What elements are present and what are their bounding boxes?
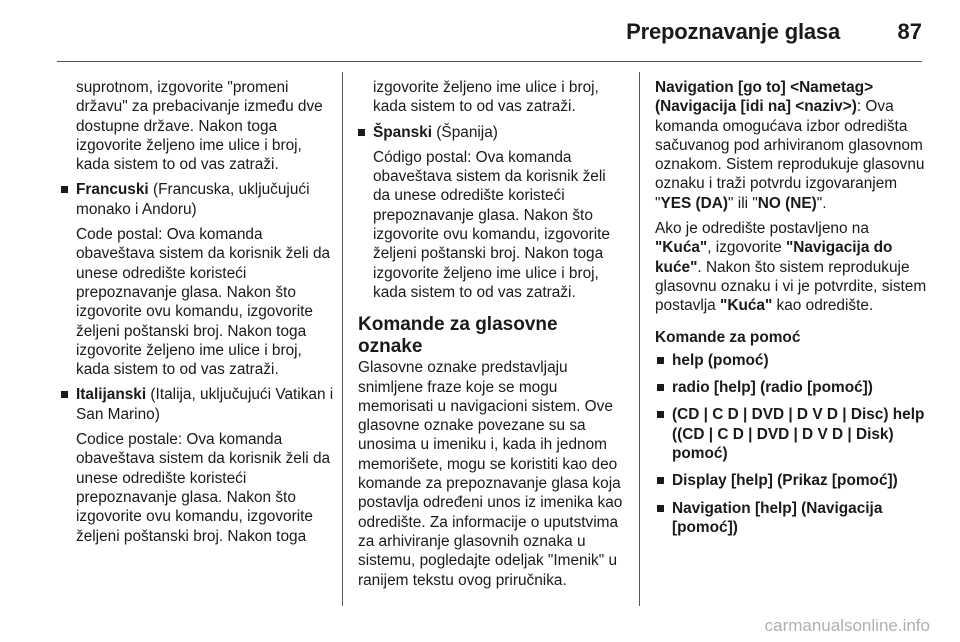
paragraph-french-desc: Code postal: Ova komanda obaveštava sistem da korisnik želi da unese odredište koristeći prepoznavanje glasa. Nakon što izgovorite ovu komandu, izgovorite željeni poštanski broj. Nakon toga izgovorite željeno ime ulice i broj, kada sistem to od vas zatraži.: [76, 226, 331, 379]
list-item: radio [help] (radio [pomoć]): [655, 378, 927, 397]
paragraph-continuation: suprotnom, izgovorite "promeni državu" za prebacivanje između dve dostupne države. Nakon toga izgovorite željeno ime ulice i broj, kada sistem to od vas zatraži.: [76, 79, 323, 174]
list-item: (CD | C D | DVD | D V D | Disc) help ((CD | C D | DVD | D V D | Disk) pomoć): [655, 405, 927, 463]
list-item: Navigation [help] (Navigacija [pomoć]): [655, 499, 927, 538]
column-2: [358, 78, 626, 596]
paragraph-voice-tags: Glasovne oznake predstavljaju snimljene fraze koje se mogu memorisati u navigacioni sistem. Ove glasovne oznake povezane su sa unosima u imeniku i, kada ih jednom memorišete, mogu se koristiti kao deo komande za prepoznavanje glasa koja postavlja određeni unos iz imenika kao odredište. Za informacije o uputstvima za arhiviranje glasovnih oznaka u sistemu, pogledajte odeljak "Imenik" u ranijem tekstu ovog priručnika.: [358, 359, 623, 589]
page-header: [0, 0, 960, 62]
language-name: Francuski: [76, 181, 149, 199]
command-text: NO (NE): [757, 194, 817, 212]
list-item-french: [61, 180, 336, 219]
text-run: : Ova komanda omogućava izbor odredišta sačuvanog pod arhiviranom glasovnom oznakom. Sistem reprodukuje glasovnu oznaku i traži potvrdu izgovaranjem ": [655, 98, 925, 212]
command-text: "Kuća": [720, 297, 773, 315]
paragraph-nav-nametag: [655, 78, 927, 213]
command-text: "Kuća": [655, 239, 708, 257]
column-divider-2: [639, 72, 640, 606]
section-heading: Komande za glasovne oznake: [358, 314, 558, 358]
language-name: Španski: [373, 123, 433, 141]
command-text: "Navigacija do kuće": [655, 239, 893, 276]
text-run: kao odredište.: [772, 297, 874, 315]
column-1: [61, 78, 336, 552]
column-3: [655, 78, 927, 545]
text-run: ".: [816, 194, 827, 212]
watermark: carmanualsonline.info: [764, 616, 930, 635]
paragraph-spanish-desc: Código postal: Ova komanda obaveštava sistem da korisnik želi da unese odredište koristeći prepoznavanje glasa. Nakon što izgovorite ovu komandu, izgovorite željeni poštanski broj. Nakon toga izgovorite željeno ime ulice i broj, kada sistem to od vas zatraži.: [373, 148, 610, 301]
list-item-italian: [61, 385, 336, 424]
paragraph-home: [655, 219, 927, 315]
page-number: 87: [897, 19, 922, 44]
text-run: Ako je odredište postavljeno na: [655, 220, 869, 238]
language-name: Italijanski: [76, 386, 147, 404]
page-title: Prepoznavanje glasa: [626, 19, 840, 44]
text-run: " ili ": [728, 194, 758, 212]
command-text: Navigation [go to] <Nametag> (Navigacija [idi na] <naziv>): [655, 79, 874, 116]
list-item: help (pomoć): [655, 351, 927, 370]
text-run: . Nakon što sistem reprodukuje glasovnu oznaku i vi je potvrdite, sistem postavlja: [655, 258, 927, 315]
language-note: (Italija, uključujući Vatikan i San Marino): [76, 386, 334, 423]
language-note: (Francuska, uključujući monako i Andoru): [76, 181, 310, 218]
column-divider-1: [342, 72, 343, 606]
help-heading: Komande za pomoć: [655, 328, 801, 346]
list-item: Display [help] (Prikaz [pomoć]): [655, 471, 927, 490]
help-command-list: [655, 351, 927, 537]
command-text: YES (DA): [660, 194, 729, 212]
language-note: (Španija): [432, 123, 498, 141]
text-run: , izgovorite: [707, 239, 786, 257]
paragraph-continuation: izgovorite željeno ime ulice i broj, kada sistem to od vas zatraži.: [373, 79, 599, 116]
header-divider: [57, 61, 922, 62]
list-item-spanish: [358, 123, 626, 142]
paragraph-italian-desc: Codice postale: Ova komanda obaveštava sistem da korisnik želi da unese odredište koristeći prepoznavanje glasa. Nakon što izgovorite ovu komandu, izgovorite željeni poštanski broj. Nakon toga: [76, 431, 331, 545]
